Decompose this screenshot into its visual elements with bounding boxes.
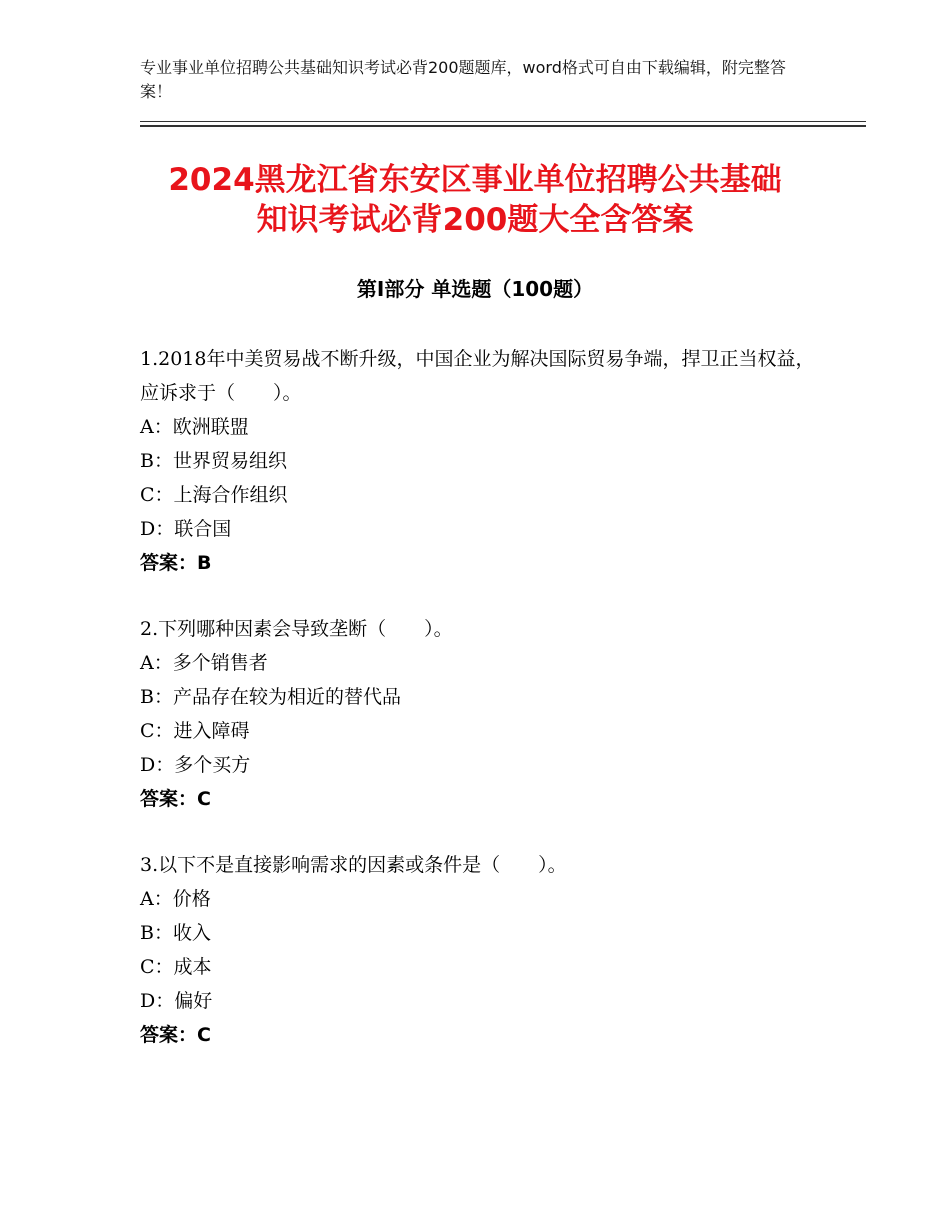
question-item [140,612,820,816]
question-item [140,848,820,1052]
answer-line: 答案：C [140,788,211,810]
option-d: D：偏好 [140,990,213,1012]
question-stem: 1.2018年中美贸易战不断升级，中国企业为解决国际贸易争端，捍卫正当权益，应诉求于（ ）。 [140,348,815,404]
answer-line: 答案：C [140,1024,211,1046]
option-c: C：上海合作组织 [140,484,288,506]
question-stem: 2.下列哪种因素会导致垄断（ ）。 [140,618,453,640]
document-title-line-1: 2024黑龙江省东安区事业单位招聘公共基础 [168,162,782,198]
option-c: C：成本 [140,956,212,978]
header-divider-thin [140,121,866,122]
question-list [140,342,820,1084]
question-stem: 3.以下不是直接影响需求的因素或条件是（ ）。 [140,854,567,876]
section-title: 第Ⅰ部分 单选题（100题） [356,277,594,301]
option-c: C：进入障碍 [140,720,250,742]
document-title-line-2: 知识考试必背200题大全含答案 [256,202,694,238]
option-d: D：联合国 [140,518,232,540]
answer-line: 答案：B [140,552,212,574]
document-title [100,160,850,240]
option-a: A：多个销售者 [140,652,268,674]
option-a: A：价格 [140,888,211,910]
header-note: 专业事业单位招聘公共基础知识考试必背200题题库，word格式可自由下载编辑，附完整答案！ [140,58,786,101]
header-divider-thick [140,125,866,127]
option-b: B：世界贸易组织 [140,450,287,472]
option-d: D：多个买方 [140,754,251,776]
option-a: A：欧洲联盟 [140,416,249,438]
option-b: B：产品存在较为相近的替代品 [140,686,401,708]
option-b: B：收入 [140,922,211,944]
question-item [140,342,820,580]
